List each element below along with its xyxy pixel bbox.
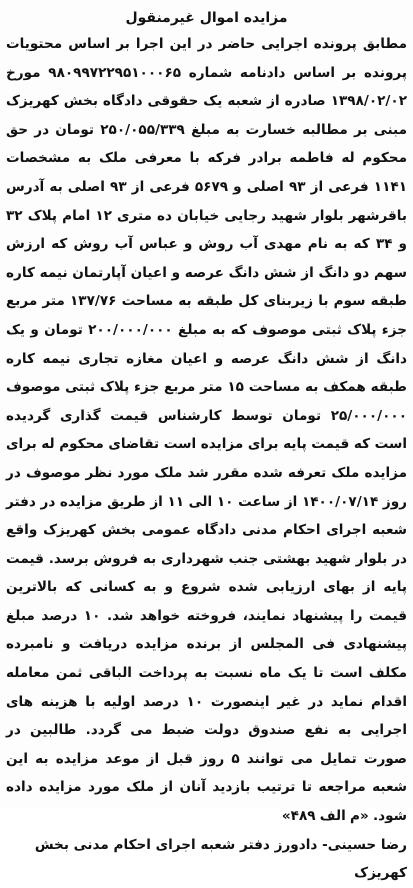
notice-signature: رضا حسینی- دادورز دفتر شعبه اجرای احکام مدنی بخش کهریزک: [34, 836, 407, 882]
notice-title: مزایده اموال غیرمنقول: [125, 10, 288, 26]
notice-body: مطابق پرونده اجرایی حاضر در این اجرا بر اساس محتویات پرونده بر اساس دادنامه شماره ۹۸۰۹۹۷۲۲۹۵۱۰۰۰۶۵ مورخ ۱۳۹۸/۰۲/۰۲ صادره از شعبه یک حقوقی دادگاه بخش کهریزک مبنی بر مطالبه خسارت به مبلغ ۲۵۰/۰۵۵/۳۳۹ تومان در حق محکوم له فاطمه برادر فرکه با معرفی ملک به مشخصات ۱۱۴۱ فرعی از ۹۳ اصلی و ۵۶۷۹ فرعی از ۹۳ اصلی به آدرس باقرشهر بلوار شهید رجایی خیابان ده متری ۱۲ امام پلاک ۳۲ و ۳۴ که به نام مهدی آب روش و عباس آب روش که ارزش سهم دو دانگ از شش دانگ عرصه و اعیان آپارتمان نیمه کاره طبقه سوم با زیربنای کل طبقه به مساحت ۱۳۷/۷۶ متر مربع جزء پلاک ثبتی موصوف که به مبلغ ۲۰۰/۰۰۰/۰۰۰ تومان و یک دانگ از شش دانگ عرصه و اعیان مغازه تجاری نیمه کاره طبقه همکف به مساحت ۱۵ متر مربع جزء پلاک ثبتی موصوف ۲۵/۰۰۰/۰۰۰ تومان توسط کارشناس قیمت گذاری گردیده است که قیمت پایه برای مزایده است تقاضای محکوم له برای مزایده ملک تعرفه شده مقرر شد ملک مورد نظر موصوف در روز ۱۴۰۰/۰۷/۱۴ از ساعت ۱۰ الی ۱۱ از طریق مزایده در دفتر شعبه اجرای احکام مدنی دادگاه عمومی بخش کهریزک واقع در بلوار شهید بهشتی جنب شهرداری به فروش برسد. قیمت پایه از بهای ارزیابی شده شروع و به کسانی که بالاترین قیمت را پیشنهاد نمایند، فروخته خواهد شد. ۱۰ درصد مبلغ پیشنهادی فی المجلس از برنده مزایده دریافت و نامبرده مکلف است تا یک ماه نسبت به پرداخت الباقی ثمن معامله اقدام نماید در غیر اینصورت ۱۰ درصد اولیه با هزینه های اجرایی به نفع صندوق دولت ضبط می گردد. طالبین در صورت تمایل می توانند ۵ روز قبل از موعد مزایده به این شعبه مراجعه تا ترتیب بازدید آنان از ملک مورد مزایده داده شود. «م الف ۴۸۹»: [6, 36, 408, 825]
